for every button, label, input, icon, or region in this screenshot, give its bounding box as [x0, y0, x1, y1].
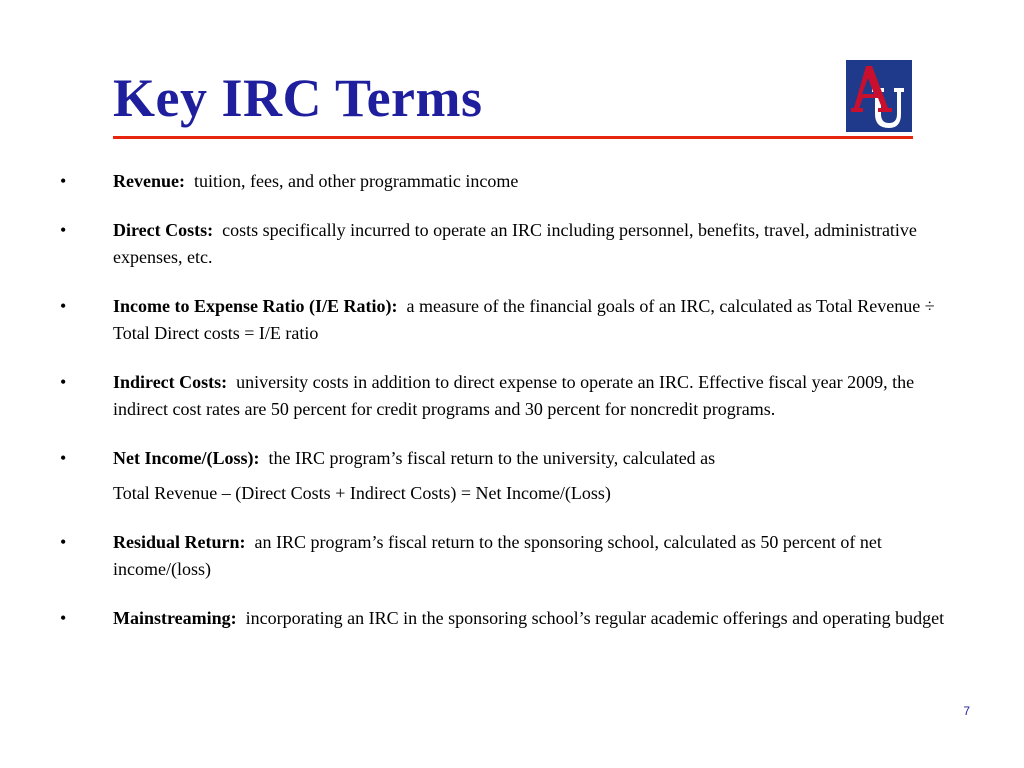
term-formula: Total Revenue – (Direct Costs + Indirect Costs) = Net Income/(Loss) — [113, 483, 611, 503]
term-definition: tuition, fees, and other programmatic income — [193, 171, 519, 191]
term-label: Residual Return: — [113, 532, 246, 552]
slide-title: Key IRC Terms — [113, 68, 483, 128]
university-logo-icon — [846, 60, 912, 132]
term-definition: a measure of the financial goals of an IRC, calculated as Total Revenue ÷ Total Direct costs = I/E ratio — [113, 296, 935, 343]
term-definition: an IRC program’s fiscal return to the sponsoring school, calculated as 50 percent of net income/(loss) — [113, 532, 882, 579]
list-item-revenue — [0, 168, 973, 195]
term-definition: the IRC program’s fiscal return to the university, calculated as — [268, 448, 716, 468]
bullet: • — [60, 448, 67, 468]
term-label: Mainstreaming: — [113, 608, 237, 628]
bullet: • — [60, 532, 67, 552]
page-number: 7 — [963, 704, 970, 718]
list-item-residual-return — [0, 529, 973, 583]
term-definition: costs specifically incurred to operate an IRC including personnel, benefits, travel, administrative expenses, etc. — [113, 220, 917, 267]
title-underline — [113, 136, 913, 139]
term-label: Income to Expense Ratio (I/E Ratio): — [113, 296, 398, 316]
list-item-direct-costs — [0, 217, 973, 271]
list-item-mainstreaming — [0, 605, 973, 632]
bullet: • — [60, 296, 67, 316]
term-label: Revenue: — [113, 171, 185, 191]
term-definition: university costs in addition to direct expense to operate an IRC. Effective fiscal year 2009, the indirect cost rates are 50 percent for credit programs and 30 percent for noncredit programs. — [113, 372, 915, 419]
list-item-ie-ratio — [0, 293, 973, 347]
bullet: • — [60, 372, 67, 392]
terms-list — [0, 168, 1024, 654]
bullet: • — [60, 220, 67, 240]
bullet: • — [60, 608, 67, 628]
term-label: Direct Costs: — [113, 220, 214, 240]
term-label: Indirect Costs: — [113, 372, 228, 392]
list-item-indirect-costs — [0, 369, 973, 423]
list-item-net-income — [0, 445, 973, 507]
term-definition: incorporating an IRC in the sponsoring school’s regular academic offerings and operating budget — [245, 608, 945, 628]
term-label: Net Income/(Loss): — [113, 448, 260, 468]
bullet: • — [60, 171, 67, 191]
